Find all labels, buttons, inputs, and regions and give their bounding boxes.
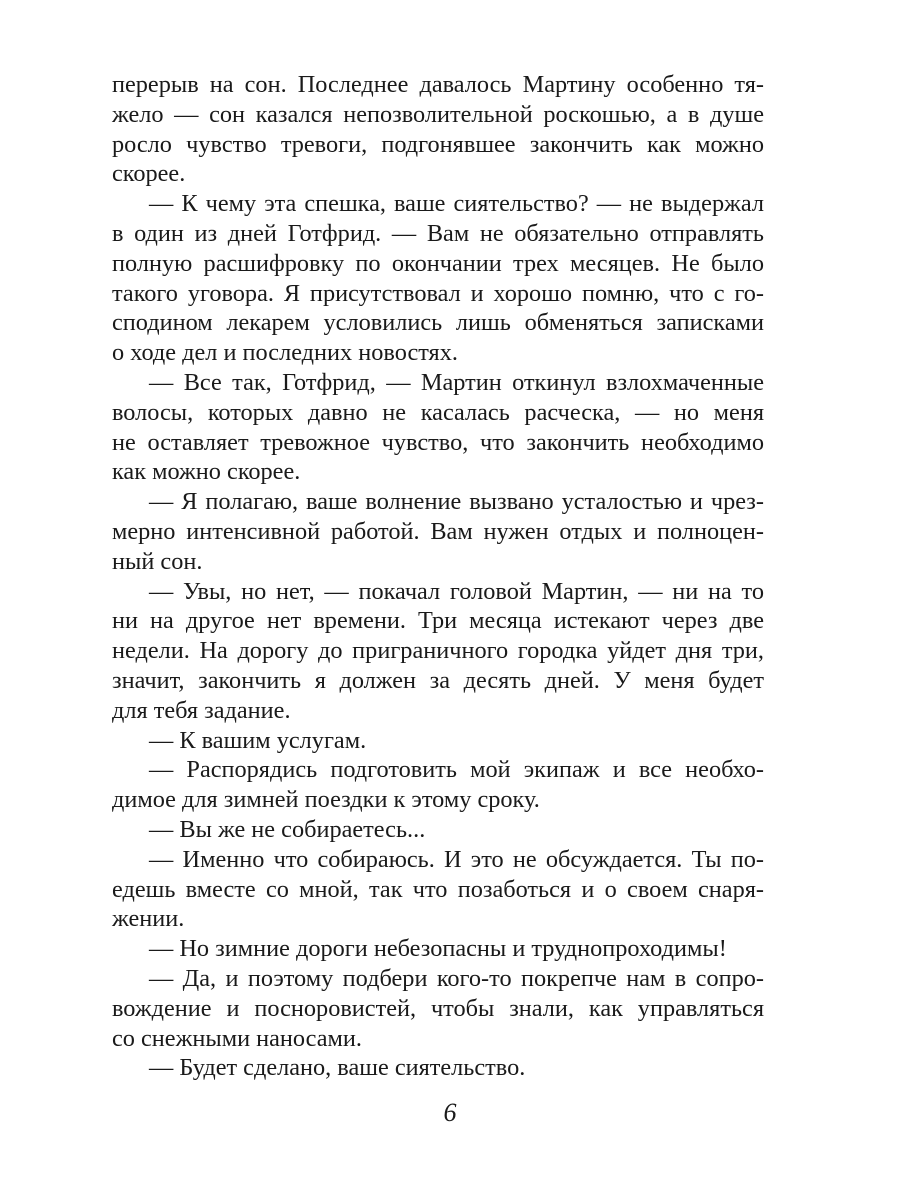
text-line: такого уговора. Я присутствовал и хорошо помню, что с го- <box>112 279 764 307</box>
page-number: 6 <box>443 1098 457 1127</box>
text-line: перерыв на сон. Последнее давалось Мартину особенно тя- <box>112 71 764 98</box>
text-line: димое для зимней поездки к этому сроку. <box>112 786 540 814</box>
text-line: — Вы же не собираетесь... <box>149 815 426 843</box>
text-line: скорее. <box>112 160 186 188</box>
text-line: в один из дней Готфрид. — Вам не обязательно отправлять <box>112 219 764 247</box>
text-line: — Да, и поэтому подбери кого-то покрепче нам в сопро- <box>149 964 764 992</box>
text-line: для тебя задание. <box>112 696 291 724</box>
text-line: о ходе дел и последних новостях. <box>112 339 458 367</box>
text-line: полную расшифровку по окончании трех месяцев. Не было <box>112 249 764 277</box>
text-line: значит, закончить я должен за десять дней. У меня будет <box>112 666 764 694</box>
text-line: — Будет сделано, ваше сиятельство. <box>149 1054 526 1082</box>
text-line: росло чувство тревоги, подгонявшее закончить как можно <box>112 130 764 158</box>
text-line: мерно интенсивной работой. Вам нужен отдых и полноцен- <box>112 517 764 545</box>
text-line: недели. На дорогу до приграничного городка уйдет дня три, <box>112 637 764 665</box>
text-line: вождение и посноровистей, чтобы знали, как управляться <box>112 994 764 1022</box>
text-line: — Увы, но нет, — покачал головой Мартин, — ни на то <box>149 577 764 605</box>
text-line: — Я полагаю, ваше волнение вызвано усталостью и чрез- <box>149 488 764 516</box>
text-line: едешь вместе со мной, так что позаботься и о своем снаря- <box>112 875 764 903</box>
text-line: жело — сон казался непозволительной роскошью, а в душе <box>112 100 764 128</box>
text-line: — Именно что собираюсь. И это не обсуждается. Ты по- <box>149 845 764 873</box>
text-line: не оставляет тревожное чувство, что закончить необходимо <box>112 428 764 456</box>
text-line: со снежными наносами. <box>112 1024 363 1052</box>
text-line: — Распорядись подготовить мой экипаж и все необхо- <box>149 756 764 784</box>
text-line: ный сон. <box>112 547 203 575</box>
text-line: как можно скорее. <box>112 458 301 486</box>
text-line: — Все так, Готфрид, — Мартин откинул взлохмаченные <box>149 368 764 396</box>
text-line: сподином лекарем условились лишь обменяться записками <box>112 309 764 337</box>
text-line: волосы, которых давно не касалась расческа, — но меня <box>112 398 764 426</box>
text-line: ни на другое нет времени. Три месяца истекают через две <box>112 607 764 635</box>
page-body-text <box>112 70 764 1083</box>
text-line: — К чему эта спешка, ваше сиятельство? — не выдержал <box>149 190 764 218</box>
text-line: жении. <box>112 905 185 933</box>
text-line: — Но зимние дороги небезопасны и труднопроходимы! <box>149 935 727 963</box>
text-line: — К вашим услугам. <box>149 726 367 754</box>
